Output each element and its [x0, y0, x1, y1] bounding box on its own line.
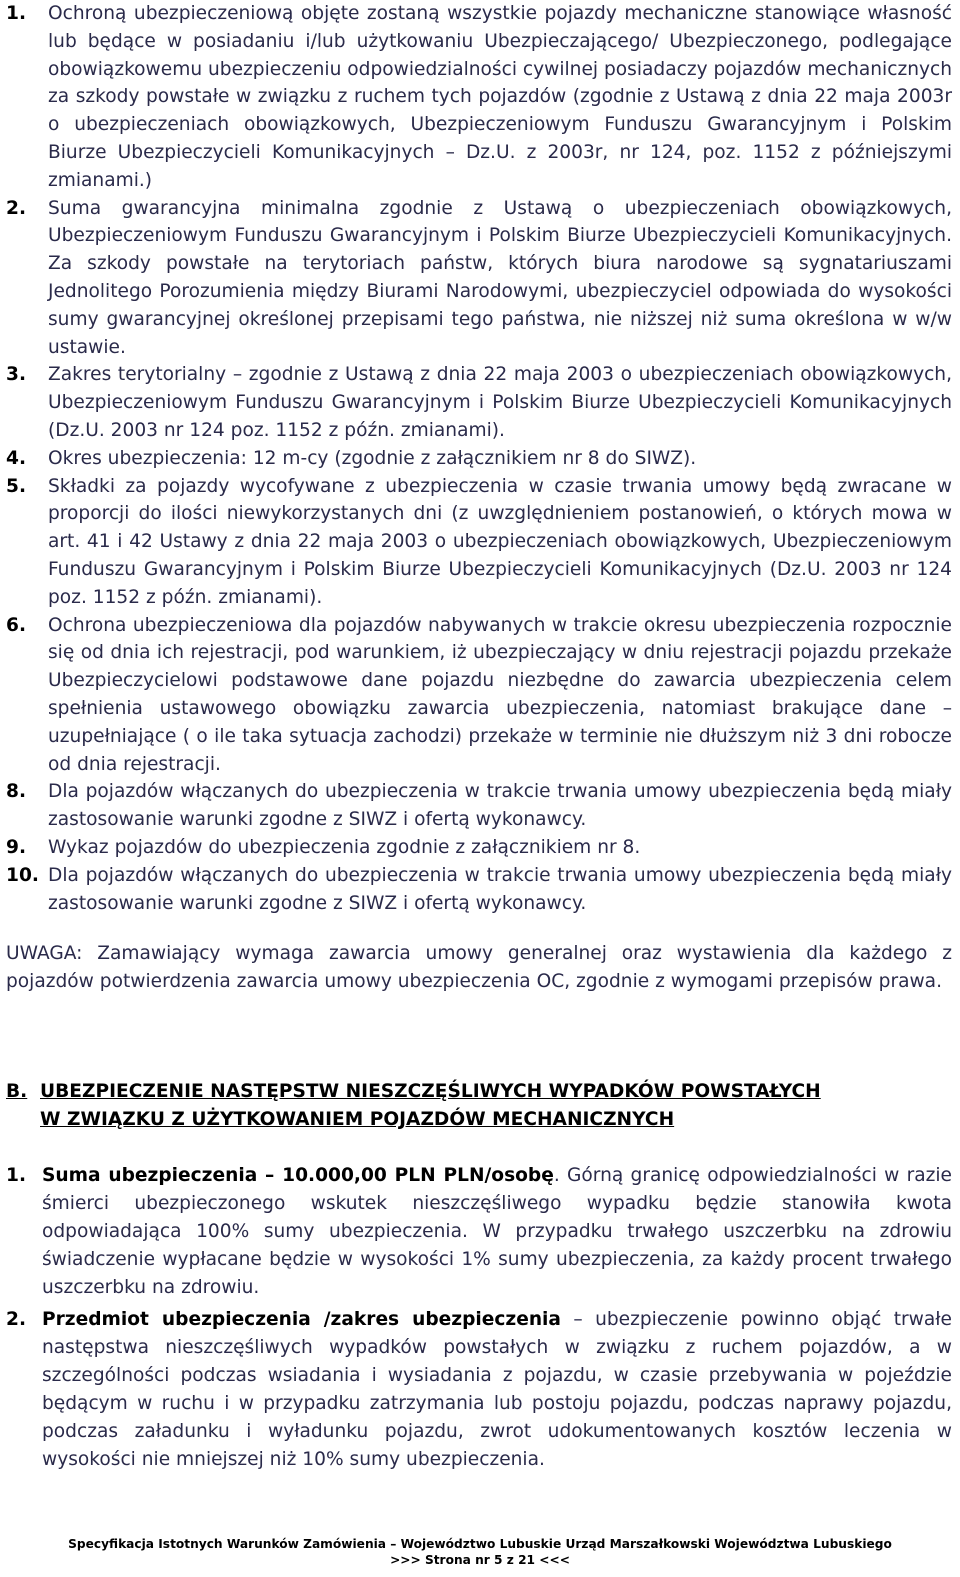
list-item: [6, 834, 952, 862]
item-text: Składki za pojazdy wycofywane z ubezpieczenia w czasie trwania umowy będą zwracane w proporcji do ilości niewykorzystanych dni (z uwzględnieniem postanowień, o których mowa w art. 41 i 42 Ustawy z dnia 22 maja 2003 o ubezpieczeniach obowiązkowych, Ubezpieczeniowym Funduszu Gwarancyjnym i Polskim Biurze Ubezpieczycieli Komunikacyjnych (Dz.U. 2003 nr 124 poz. 1152 z późn. zmianami).: [48, 475, 952, 608]
item-text: Dla pojazdów włączanych do ubezpieczenia w trakcie trwania umowy ubezpieczenia będą miały zastosowanie warunki zgodne z SIWZ i ofertą wykonawcy.: [48, 864, 952, 914]
item-number: 1.: [6, 1165, 27, 1186]
item-text: Zakres terytorialny – zgodnie z Ustawą z dnia 22 maja 2003 o ubezpieczeniach obowiązkowych, Ubezpieczeniowym Funduszu Gwarancyjnym i Polskim Biurze Ubezpieczycieli Komunikacyjnych (Dz.U. 2003 nr 124 poz. 1152 z późn. zmianami).: [48, 364, 952, 441]
item-text: Ochroną ubezpieczeniową objęte zostaną wszystkie pojazdy mechaniczne stanowiące własność lub będące w posiadaniu i/lub użytkowaniu Ubezpieczającego/ Ubezpieczonego, podlegające obowiązkowemu ubezpieczeniu odpowiedzialności cywilnej posiadaczy pojazdów mechanicznych za szkody powstałe w związku z ruchem tych pojazdów (zgodnie z Ustawą z dnia 22 maja 2003r o ubezpieczeniach obowiązkowych, Ubezpieczeniowym Funduszu Gwarancyjnym i Polskim Biurze Ubezpieczycieli Komunikacyjnych – Dz.U. z 2003r, nr 124, poz. 1152 z późniejszymi zmianami.): [48, 3, 952, 191]
list-item: [6, 1306, 952, 1474]
list-item: [6, 778, 952, 834]
item-text: Dla pojazdów włączanych do ubezpieczenia w trakcie trwania umowy ubezpieczenia będą miały zastosowanie warunki zgodne z SIWZ i ofertą wykonawcy.: [48, 781, 952, 831]
item-number: 4.: [6, 447, 27, 469]
page-footer: [0, 1536, 960, 1568]
item-number: 3.: [6, 364, 27, 386]
section-title-line-1: UBEZPIECZENIE NASTĘPSTW NIESZCZĘŚLIWYCH WYPADKÓW POWSTAŁYCH: [40, 1081, 821, 1102]
section-title-line-2: W ZWIĄZKU Z UŻYTKOWANIEM POJAZDÓW MECHANICZNYCH: [40, 1109, 675, 1130]
list-item: [6, 1162, 952, 1302]
item-text: Ochrona ubezpieczeniowa dla pojazdów nabywanych w trakcie okresu ubezpieczenia rozpocznie się od dnia ich rejestracji, pod warunkiem, iż ubezpieczający w dniu rejestracji pojazdu przekaże Ubezpieczycielowi podstawowe dane pojazdu niezbędne do zawarcia ubezpieczenia celem spełnienia ustawowego obowiązku zawarcia ubezpieczenia, natomiast brakujące dane – uzupełniające ( o ile taka sytuacja zachodzi) przekaże w terminie nie dłuższym niż 3 dni robocze od dnia rejestracji.: [48, 614, 952, 775]
item-number: 5.: [6, 475, 27, 497]
item-bold-lead: Przedmiot ubezpieczenia /zakres ubezpieczenia: [42, 1309, 561, 1330]
item-bold-lead: Suma ubezpieczenia – 10.000,00 PLN PLN/osobę: [42, 1165, 554, 1186]
item-number: 9.: [6, 836, 27, 858]
section-letter: B.: [6, 1081, 28, 1102]
item-number: 6.: [6, 614, 27, 636]
item-number: 1.: [6, 3, 27, 24]
item-text: Wykaz pojazdów do ubezpieczenia zgodnie z załącznikiem nr 8.: [48, 836, 641, 858]
uwaga-note: UWAGA: Zamawiający wymaga zawarcia umowy generalnej oraz wystawienia dla każdego z pojazdów potwierdzenia zawarcia umowy ubezpieczenia OC, zgodnie z wymogami przepisów prawa.: [6, 943, 952, 992]
list-item: [6, 612, 952, 779]
list-item: [6, 195, 952, 362]
item-text: – ubezpieczenie powinno objąć trwałe następstwa nieszczęśliwych wypadków powstałych w związku z ruchem pojazdów, a w szczególności podczas wsiadania i wysiadania z pojazdu, w czasie przebywania w pojeździe będącym w ruchu i w przypadku zatrzymania lub postoju pojazdu, podczas naprawy pojazdu, podczas załadunku i wyładunku pojazdu, zwrot udokumentowanych kosztów leczenia w wysokości nie mniejszej niż 10% sumy ubezpieczenia.: [42, 1309, 952, 1470]
list-item: [6, 0, 952, 195]
section-b-heading: [6, 1078, 952, 1134]
item-number: 10.: [6, 864, 39, 886]
footer-title: Specyfikacja Istotnych Warunków Zamówienia – Województwo Lubuskie Urząd Marszałkowski Województwa Lubuskiego: [68, 1537, 892, 1551]
item-text: Suma gwarancyjna minimalna zgodnie z Ustawą o ubezpieczeniach obowiązkowych, Ubezpieczeniowym Funduszu Gwarancyjnym i Polskim Biurze Ubezpieczycieli Komunikacyjnych. Za szkody powstałe na terytoriach państw, których biura narodowe są sygnatariuszami Jednolitego Porozumienia między Biurami Narodowymi, ubezpieczyciel odpowiada do wysokości sumy gwarancyjnej określonej przepisami tego państwa, nie niższej niż suma określona w w/w ustawie.: [48, 197, 952, 358]
item-text: Okres ubezpieczenia: 12 m-cy (zgodnie z załącznikiem nr 8 do SIWZ).: [48, 447, 697, 469]
section-a-list: [6, 0, 952, 917]
list-item: [6, 445, 952, 473]
item-number: 2.: [6, 197, 27, 219]
list-item: [6, 862, 952, 918]
item-text: . Górną granicę odpowiedzialności w razie śmierci ubezpieczonego wskutek nieszczęśliwego wypadku będzie stanowiła kwota odpowiadająca 100% sumy ubezpieczenia. W przypadku trwałego uszczerbku na zdrowiu świadczenie wypłacane będzie w wysokości 1% sumy ubezpieczenia, za każdy procent trwałego uszczerbku na zdrowiu.: [42, 1165, 952, 1298]
list-item: [6, 473, 952, 612]
item-number: 8.: [6, 781, 27, 803]
page-number: >>> Strona nr 5 z 21 <<<: [390, 1553, 570, 1567]
list-item: [6, 361, 952, 444]
section-b-list: [6, 1162, 952, 1474]
item-number: 2.: [6, 1309, 27, 1330]
